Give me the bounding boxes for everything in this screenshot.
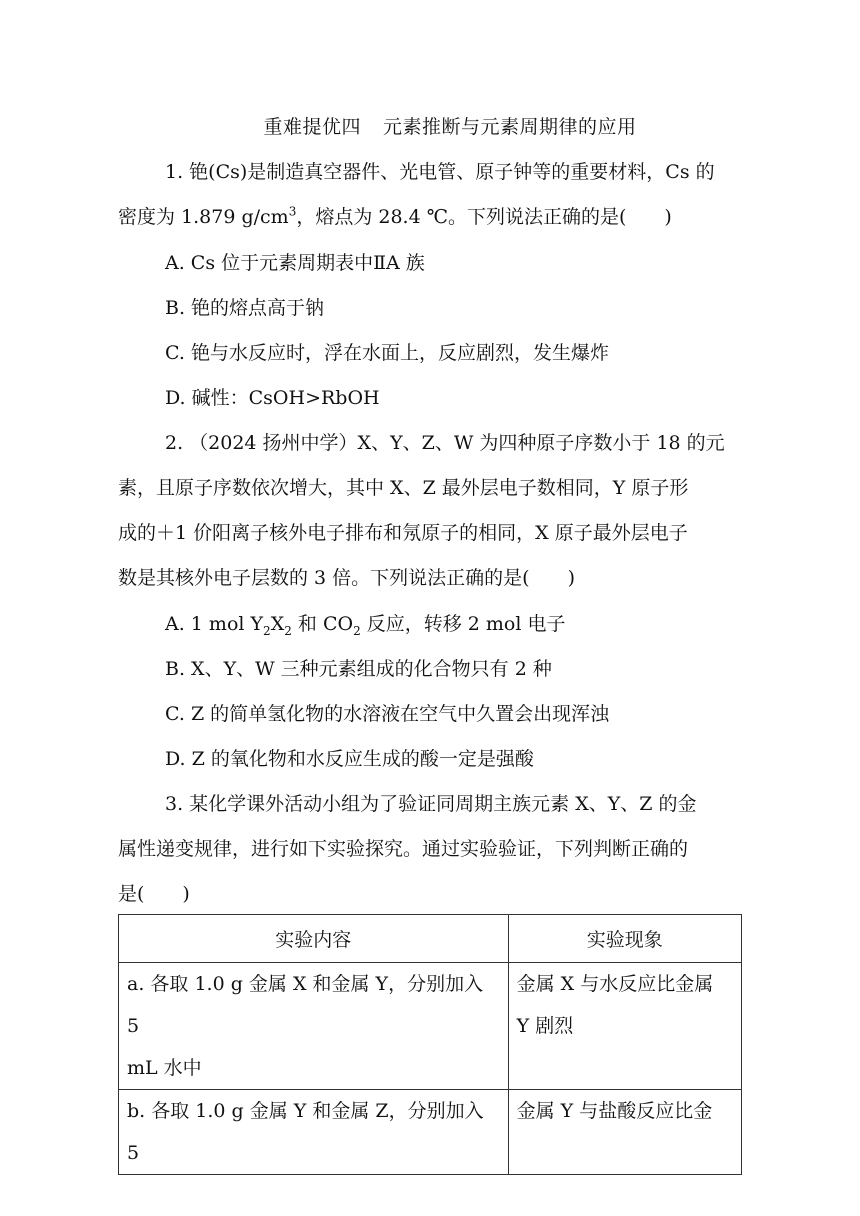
table-header-content: 实验内容 [119,915,509,963]
q1-option-b: B. 铯的熔点高于钠 [165,297,325,319]
q2-stem-line4: 数是其核外电子层数的 3 倍。下列说法正确的是( ) [118,567,576,589]
q3-stem-line3: 是( ) [118,883,190,905]
q3-stem-line2: 属性递变规律，进行如下实验探究。通过实验验证，下列判断正确的 [118,838,689,860]
table-row [119,963,742,1090]
row-a-phenomenon: 金属 X 与水反应比金属 Y 剧烈 [508,963,741,1090]
title-part1: 重难提优四 [263,116,361,138]
row-b-content: b. 各取 1.0 g 金属 Y 和金属 Z，分别加入 5 [119,1090,509,1175]
title-part2: 元素推断与元素周期律的应用 [383,116,637,138]
row-a-content: a. 各取 1.0 g 金属 X 和金属 Y，分别加入 5 mL 水中 [119,963,509,1090]
q2-stem-line3: 成的＋1 价阳离子核外电子排布和氖原子的相同，X 原子最外层电子 [118,522,688,544]
q2-option-b: B. X、Y、W 三种元素组成的化合物只有 2 种 [165,658,552,680]
q1-stem-line2: 密度为 1.879 $g/cm^3$，熔点为 28.4 ℃。下列说法正确的是( ) [118,204,672,228]
q2-option-a: A. 1 mol $Y_2X_2$ 和 $CO_2$ 反应，转移 2 mol 电子 [165,613,566,638]
q3-stem-line1: 3. 某化学课外活动小组为了验证同周期主族元素 X、Y、Z 的金 [165,793,697,815]
experiment-table [118,914,742,1175]
row-b-phenomenon: 金属 Y 与盐酸反应比金 [508,1090,741,1175]
q1-stem-line1: 1. 铯(Cs)是制造真空器件、光电管、原子钟等的重要材料，Cs 的 [165,161,715,183]
q2-option-c: C. Z 的简单氢化物的水溶液在空气中久置会出现浑浊 [165,703,610,725]
q1-option-c: C. 铯与水反应时，浮在水面上，反应剧烈，发生爆炸 [165,342,609,364]
q2-option-d: D. Z 的氧化物和水反应生成的酸一定是强酸 [165,748,534,770]
table-header-phenomenon: 实验现象 [508,915,741,963]
q1-option-a: A. Cs 位于元素周期表中ⅡA 族 [165,252,425,274]
q1-option-d: D. 碱性：CsOH>RbOH [165,387,380,409]
table-row [119,1090,742,1175]
q2-stem-line2: 素，且原子序数依次增大，其中 X、Z 最外层电子数相同，Y 原子形 [118,477,689,499]
page-title [0,112,860,139]
q2-stem-line1: 2. （2024 扬州中学）X、Y、Z、W 为四种原子序数小于 18 的元 [165,432,725,454]
table-header-row [119,915,742,963]
